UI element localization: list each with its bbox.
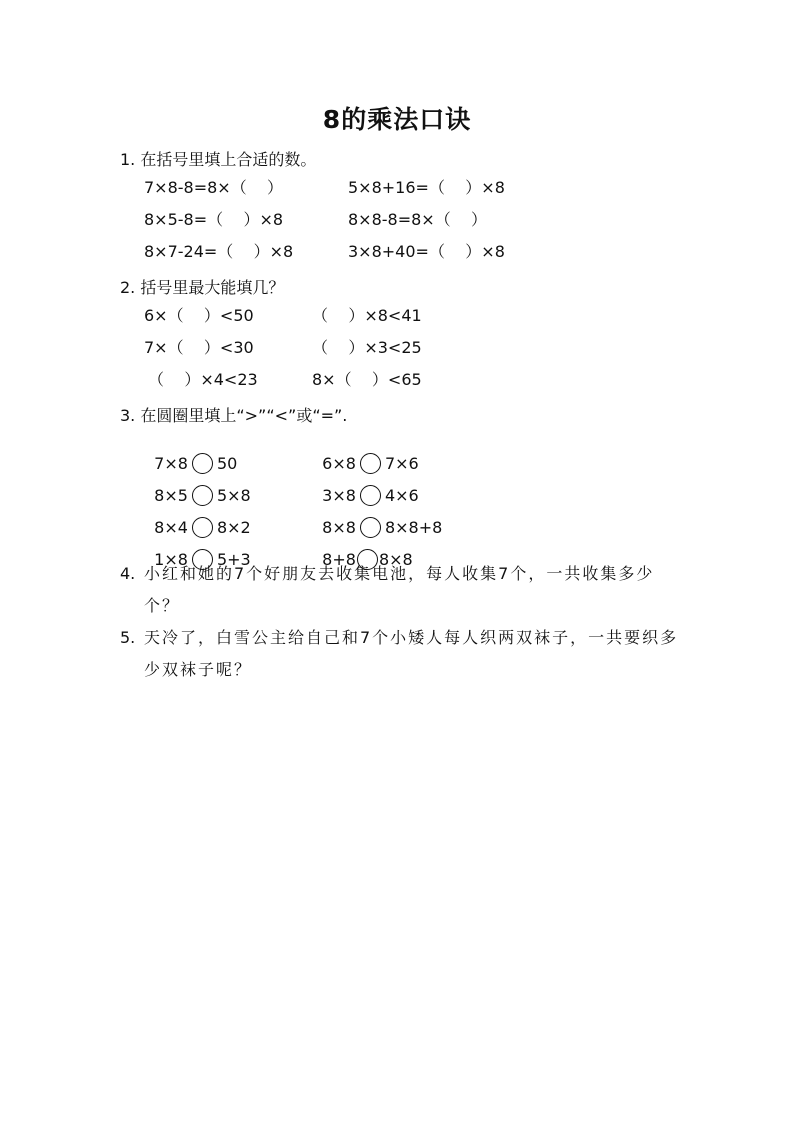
- page-title: 8的乘法口诀: [322, 105, 472, 134]
- q3-left-expression: 8×5: [154, 486, 188, 505]
- q1-item: 7×8-8=8×（ ）: [144, 178, 284, 197]
- question-4-number: 4.: [120, 564, 136, 583]
- q3-left-expression: 8×8: [322, 518, 356, 537]
- q1-item: 5×8+16=（ ）×8: [348, 178, 505, 197]
- q3-right-expression: 5+3: [216, 550, 251, 569]
- question-4-text: 小红和她的7个好朋友去收集电池，每人收集7个，一共收集多少个？: [144, 564, 655, 615]
- q3-left-expression: 8+8: [322, 550, 356, 569]
- question-5-text: 天冷了，白雪公主给自己和7个小矮人每人织两双袜子，一共要织多少双袜子呢？: [144, 628, 679, 679]
- question-5: [120, 622, 680, 686]
- q3-right-expression: 8×2: [216, 518, 251, 537]
- q1-item: 8×7-24=（ ）×8: [144, 242, 294, 261]
- q1-item: 8×5-8=（ ）×8: [144, 210, 284, 229]
- q3-left-expression: 6×8: [322, 454, 356, 473]
- q3-left-expression: 3×8: [322, 486, 356, 505]
- q3-left-expression: 7×8: [154, 454, 188, 473]
- q1-item: 3×8+40=（ ）×8: [348, 242, 505, 261]
- q3-right-expression: 5×8: [216, 486, 251, 505]
- q2-item: 7×（ ）<30: [144, 338, 254, 357]
- q3-left-expression: 1×8: [154, 550, 188, 569]
- q3-right-expression: 8×8: [378, 550, 413, 569]
- q2-item: （ ）×3<25: [312, 338, 422, 357]
- question-5-number: 5.: [120, 628, 136, 647]
- q2-item: 6×（ ）<50: [144, 306, 254, 325]
- q3-right-expression: 8×8+8: [384, 518, 443, 537]
- q2-item: （ ）×4<23: [148, 370, 258, 389]
- q3-right-expression: 7×6: [384, 454, 419, 473]
- q1-item: 8×8-8=8×（ ）: [348, 210, 488, 229]
- q2-item: （ ）×8<41: [312, 306, 422, 325]
- question-4: [120, 558, 680, 622]
- q3-left-expression: 8×4: [154, 518, 188, 537]
- q3-right-expression: 4×6: [384, 486, 419, 505]
- q2-item: 8×（ ）<65: [312, 370, 422, 389]
- question-1-heading: 1. 在括号里填上合适的数。: [120, 150, 317, 169]
- question-2-heading: 2. 括号里最大能填几？: [120, 278, 285, 297]
- q3-right-expression: 50: [216, 454, 238, 473]
- question-3-heading: 3. 在圆圈里填上“>”“<”或“=”.: [120, 406, 348, 425]
